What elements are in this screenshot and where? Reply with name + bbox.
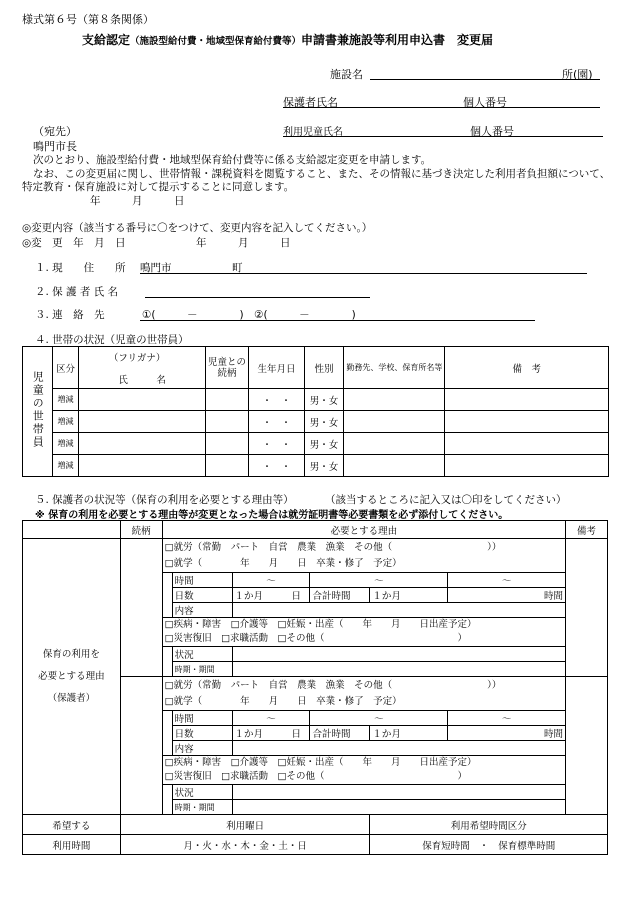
row-kubun: 増減 — [52, 411, 79, 433]
title-paren: （施設型給付費・地域型保育給付費等） — [130, 36, 302, 47]
household-side-label: 児童の世帯員 — [23, 347, 53, 477]
form-number: 様式第６号（第８条関係） — [22, 13, 154, 26]
intro-line-1: 次のとおり、施設型給付費・地域型保育給付費等に係る支給認定変更を申請します。 — [33, 154, 432, 166]
total-value[interactable]: １か月 — [370, 588, 448, 603]
change-content-label: ◎変更内容（該当する番号に〇をつけて、変更内容を記入してください。） — [22, 222, 373, 234]
guardian-id-label: 個人番号 — [463, 96, 507, 109]
contact-label: ３. 連 絡 先 — [35, 309, 105, 321]
row-kubun: 増減 — [52, 389, 79, 411]
guardian-status-notice: ※ 保育の利用を必要とする理由等が変更となった場合は就労証明書等必要書類を必ず添付してください。 — [35, 510, 509, 521]
form-title — [82, 31, 493, 48]
time-range-1[interactable]: 〜 — [232, 573, 310, 588]
change-date-label: ◎変 更 年 月 日 — [22, 237, 126, 249]
remarks-cell[interactable] — [566, 539, 608, 677]
period-value[interactable] — [232, 800, 566, 815]
reason-corner — [23, 521, 121, 539]
days-value[interactable]: １か月 日 — [232, 726, 310, 741]
days-value[interactable]: １か月 日 — [232, 588, 310, 603]
household-row[interactable] — [23, 455, 609, 477]
content-value[interactable] — [232, 603, 566, 618]
row-kubun: 増減 — [52, 433, 79, 455]
col-note: 備 考 — [445, 347, 609, 389]
period-label: 時期・期間 — [172, 662, 232, 677]
facility-label: 施設名 — [330, 68, 363, 81]
col-birth: 生年月日 — [249, 347, 304, 389]
days-label: 日数 — [172, 588, 232, 603]
relation-cell[interactable] — [120, 539, 162, 677]
total-label: 合計時間 — [310, 726, 370, 741]
time-range-1[interactable]: 〜 — [232, 711, 310, 726]
row-sex: 男・女 — [304, 455, 344, 477]
work-study-options[interactable]: □就労（常勤 パート 自営 農業 漁業 その他（ ）） □就学（ 年 月 日 卒業・修了 予定） — [162, 539, 565, 573]
row-kubun: 増減 — [52, 455, 79, 477]
household-label: ４. 世帯の状況（児童の世帯員） — [35, 334, 189, 346]
address-label: １. 現 住 所 — [35, 262, 126, 274]
time-range-3[interactable]: 〜 — [448, 711, 566, 726]
title-main: 支給認定 — [82, 33, 131, 47]
status-label: 状況 — [172, 647, 232, 662]
address-town: 町 — [232, 262, 243, 274]
guardian-name-field[interactable] — [283, 107, 600, 108]
period-label: 時期・期間 — [172, 800, 232, 815]
contact-value: ①( － ) ②( － ) — [142, 309, 356, 321]
contact-field[interactable] — [140, 320, 535, 321]
total-label: 合計時間 — [310, 588, 370, 603]
other-reasons[interactable]: □疾病・障害 □介護等 □妊娠・出産（ 年 月 日出産予定） □災害復旧 □求職活動 □その他（ ） — [162, 756, 565, 785]
other-reasons[interactable]: □疾病・障害 □介護等 □妊娠・出産（ 年 月 日出産予定） □災害復旧 □求職活動 □その他（ ） — [162, 618, 565, 647]
intro-line-3: 特定教育・保育施設に対して提示することに同意します。 — [22, 181, 295, 193]
col-kubun: 区分 — [52, 347, 79, 389]
status-label: 状況 — [172, 785, 232, 800]
household-table — [22, 346, 609, 477]
row-birth: ・ ・ — [249, 389, 304, 411]
col-work: 勤務先、学校、保育所名等 — [344, 347, 445, 389]
household-row[interactable] — [23, 389, 609, 411]
time-range-2[interactable]: 〜 — [310, 573, 448, 588]
relation-cell[interactable] — [120, 677, 162, 815]
period-value[interactable] — [232, 662, 566, 677]
content-label: 内容 — [172, 603, 232, 618]
address-field[interactable] — [140, 273, 587, 274]
row-birth: ・ ・ — [249, 411, 304, 433]
reason-table — [22, 520, 608, 855]
row-sex: 男・女 — [304, 411, 344, 433]
content-label: 内容 — [172, 741, 232, 756]
col-reason: 必要とする理由 — [162, 521, 565, 539]
child-id-label: 個人番号 — [470, 125, 514, 138]
title-rest: 申請書兼施設等利用申込書 変更届 — [301, 33, 494, 47]
hope-days-options[interactable]: 月・火・水・木・金・土・日 — [120, 835, 370, 855]
col-name: （フリガナ） 氏 名 — [79, 347, 205, 389]
child-name-label: 利用児童氏名 — [283, 127, 343, 138]
total-value[interactable]: １か月 — [370, 726, 448, 741]
hours-label: 時間 — [448, 726, 566, 741]
change-date-value: 年 月 日 — [196, 237, 291, 249]
row-birth: ・ ・ — [249, 433, 304, 455]
row-sex: 男・女 — [304, 389, 344, 411]
days-label: 日数 — [172, 726, 232, 741]
guardian-name-item-label: ２. 保 護 者 氏 名 — [35, 286, 119, 298]
hope-label-1: 希望する — [23, 815, 121, 835]
row-sex: 男・女 — [304, 433, 344, 455]
col-relation: 児童との続柄 — [205, 347, 249, 389]
guardian-status-hint: （該当するところに記入又は〇印をしてください） — [325, 494, 567, 506]
hope-time-options[interactable]: 保育短時間 ・ 保育標準時間 — [370, 835, 608, 855]
time-range-2[interactable]: 〜 — [310, 711, 448, 726]
hope-label-2: 利用時間 — [23, 835, 121, 855]
intro-date: 年 月 日 — [90, 195, 185, 207]
mayor-label: 鳴門市長 — [33, 140, 77, 153]
guardian-name-item-field[interactable] — [145, 297, 370, 298]
col-relation: 続柄 — [120, 521, 162, 539]
content-value[interactable] — [232, 741, 566, 756]
address-city: 鳴門市 — [140, 262, 172, 274]
status-value[interactable] — [232, 785, 566, 800]
row-birth: ・ ・ — [249, 455, 304, 477]
time-range-3[interactable]: 〜 — [448, 573, 566, 588]
work-study-options[interactable]: □就労（常勤 パート 自営 農業 漁業 その他（ ）） □就学（ 年 月 日 卒業・修了 予定） — [162, 677, 565, 711]
guardian-status-label: ５. 保護者の状況等（保育の利用を必要とする理由等） — [35, 494, 294, 506]
household-row[interactable] — [23, 411, 609, 433]
facility-suffix: 所(園) — [562, 68, 593, 81]
reason-side-label: 保育の利用を 必要とする理由 （保護者） — [23, 539, 121, 815]
time-label: 時間 — [172, 711, 232, 726]
household-row[interactable] — [23, 433, 609, 455]
intro-line-2: なお、この変更届に関し、世帯情報・課税資料を閲覧すること、また、その情報に基づき決定した利用者負担額について、 — [33, 168, 611, 180]
col-remarks: 備考 — [566, 521, 608, 539]
child-name-field[interactable] — [283, 136, 603, 137]
hours-label: 時間 — [448, 588, 566, 603]
time-label: 時間 — [172, 573, 232, 588]
hope-days-header: 利用曜日 — [120, 815, 370, 835]
guardian-name-label: 保護者氏名 — [283, 96, 338, 109]
remarks-cell[interactable] — [566, 677, 608, 815]
addressee-label: （宛先） — [33, 125, 77, 138]
col-sex: 性別 — [304, 347, 344, 389]
hope-time-header: 利用希望時間区分 — [370, 815, 608, 835]
status-value[interactable] — [232, 647, 566, 662]
